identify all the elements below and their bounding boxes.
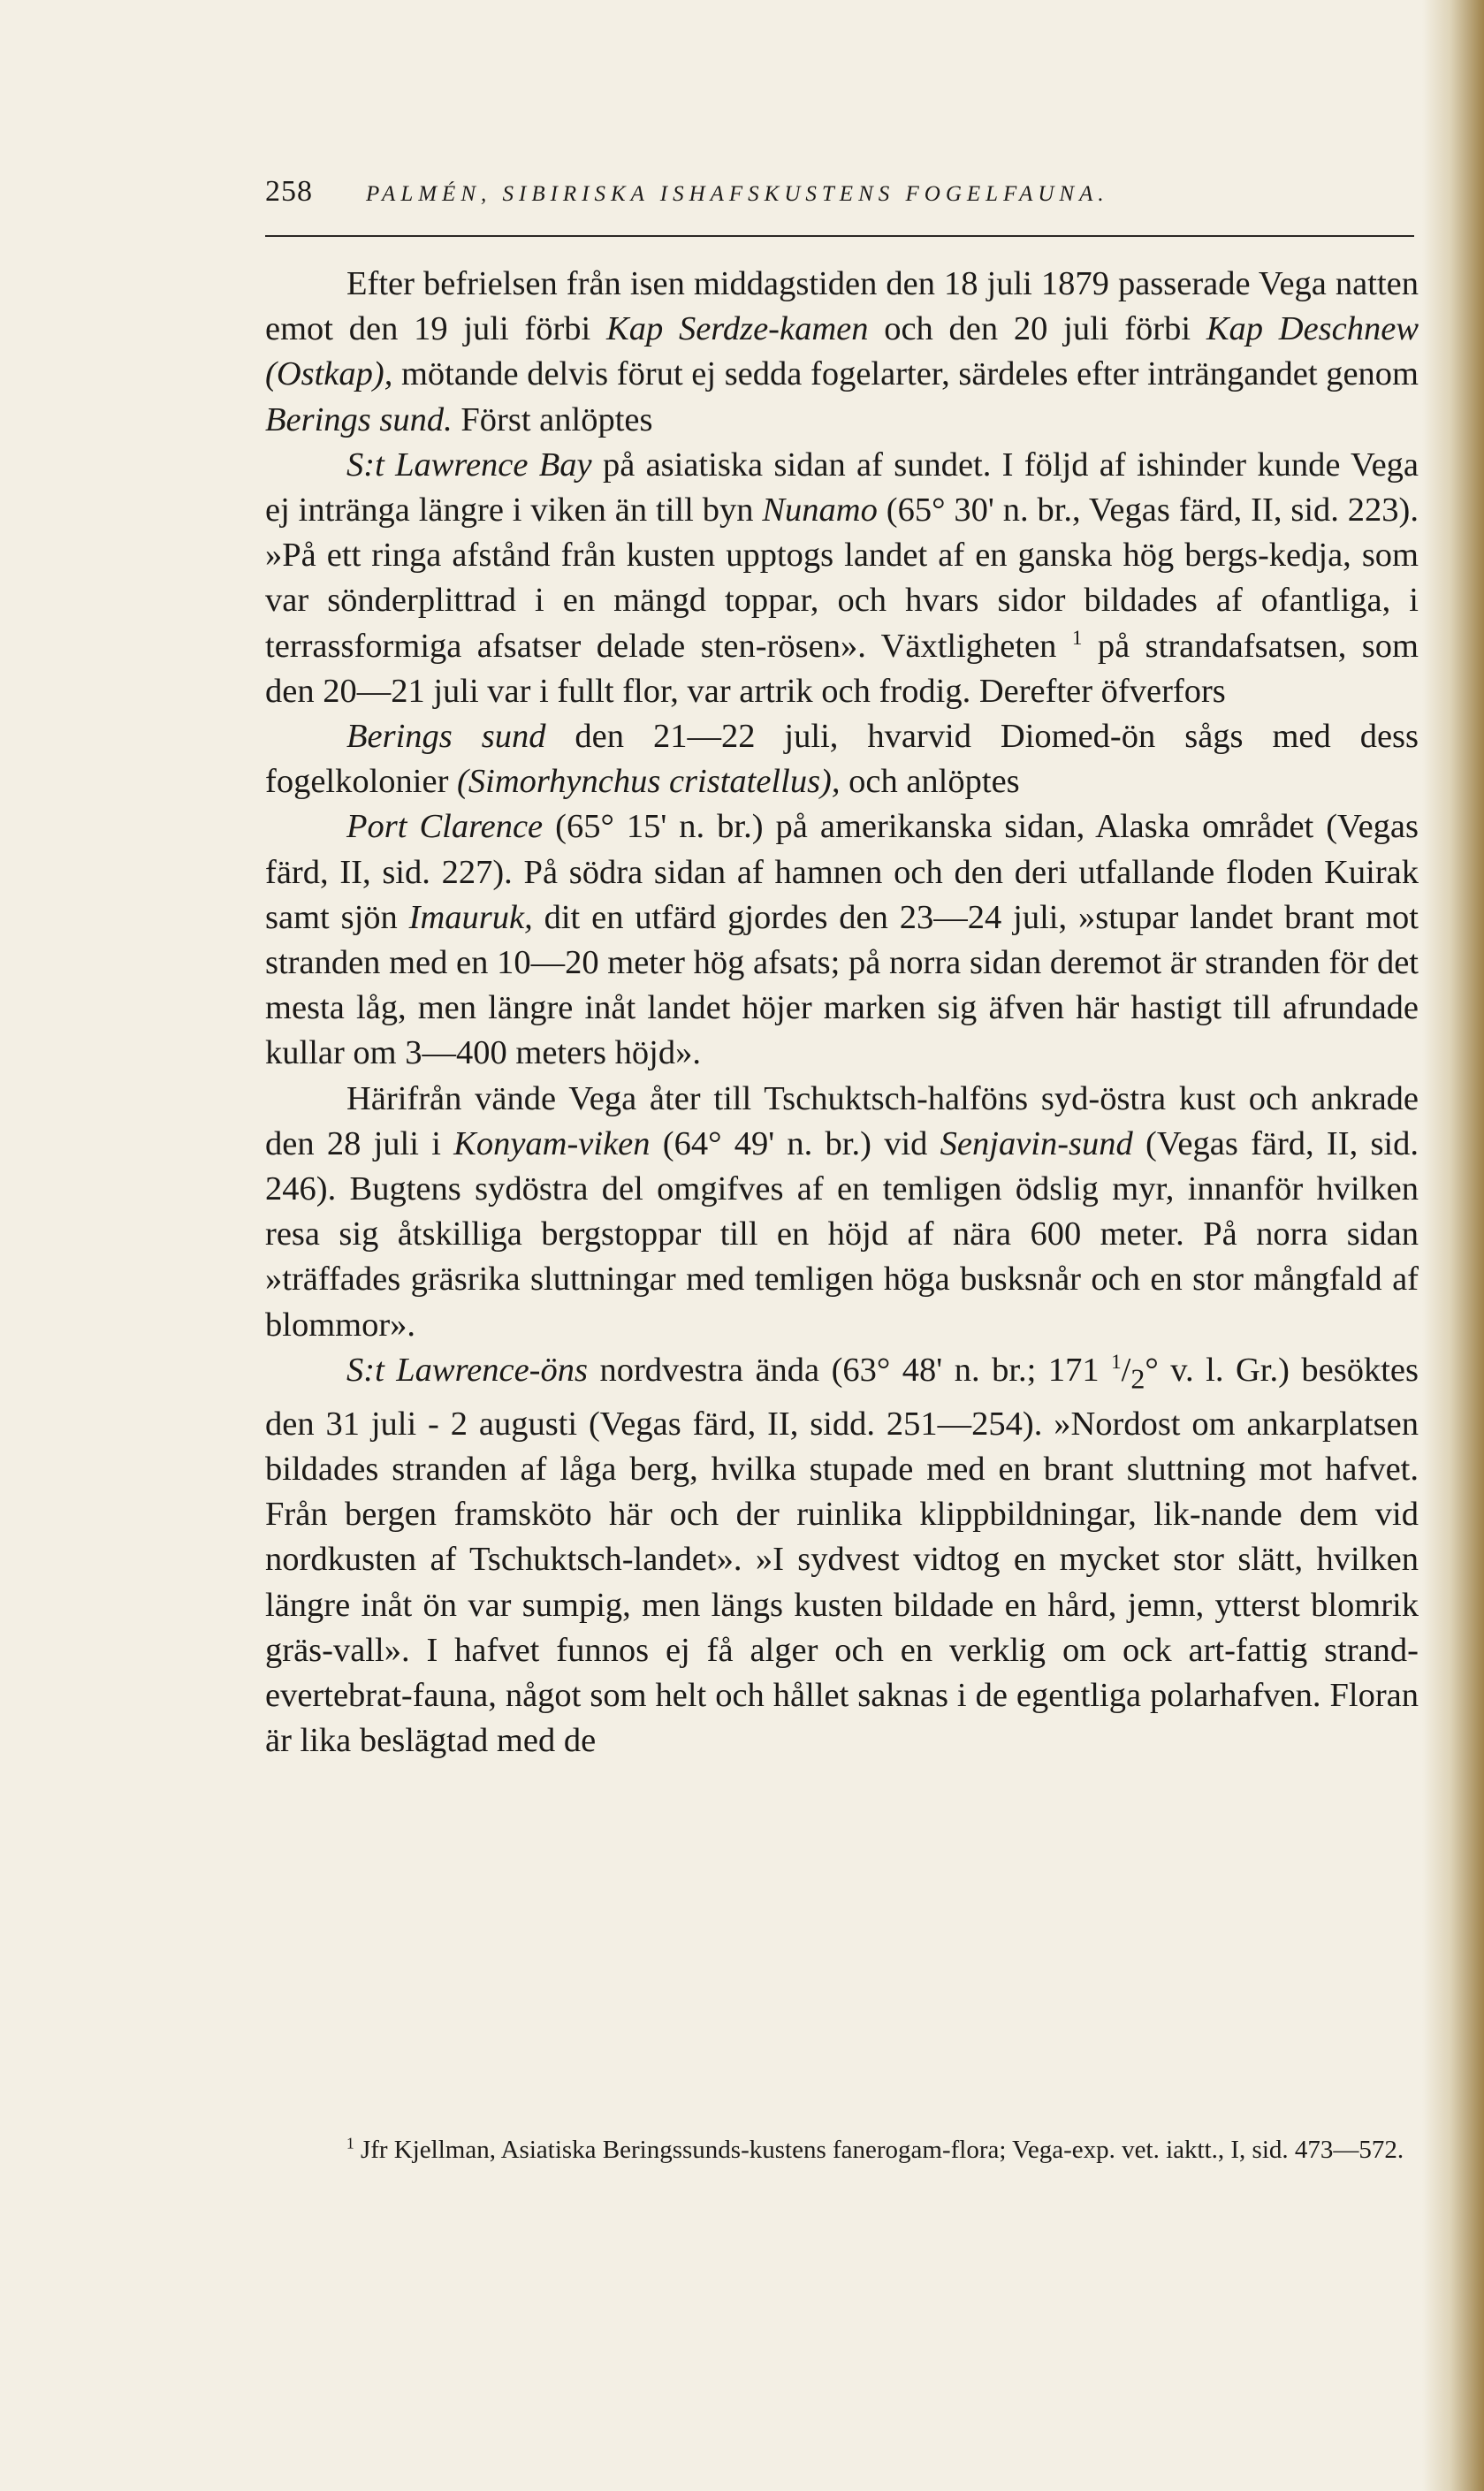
text-run: och den 20 juli förbi xyxy=(868,310,1206,348)
text-run: nordvestra ända (63° 48' n. br.; 171 xyxy=(587,1351,1112,1389)
superscript: 1 xyxy=(346,2134,354,2152)
text-run: Först anlöptes xyxy=(452,400,653,438)
italic-text-run: Nunamo xyxy=(762,491,878,529)
italic-text-run: Kap Serdze-kamen xyxy=(606,310,869,348)
text-run: (65° 30' n. br., Vegas färd, II, sid. 223). »På ett ringa afstånd från kusten upptogs landet af en ganska hög bergs-kedja, som var sönderplittrad i en mängd toppar, och hvars sidor bildades af ofantliga, i terrassformiga afsatser delade sten-rösen». Växtligheten xyxy=(265,491,1419,665)
body-text xyxy=(265,262,1419,1764)
italic-text-run: Imauruk, xyxy=(408,898,533,936)
text-run: Jfr Kjellman, Asiatiska Beringssunds-kustens fanerogam-flora; Vega-exp. vet. iaktt., I, sid. 473—572. xyxy=(354,2136,1404,2164)
text-run: Efter befrielsen från isen middagstiden den 18 juli 1879 passerade Vega natten emot den 19 juli förbi xyxy=(265,265,1419,348)
header-rule xyxy=(265,235,1414,237)
italic-text-run: Port Clarence xyxy=(346,808,544,846)
italic-text-run: (Simorhynchus cristatellus), xyxy=(457,763,841,801)
italic-text-run: S:t Lawrence-öns xyxy=(346,1351,588,1389)
page-number: 258 xyxy=(265,175,313,208)
superscript: 1 xyxy=(1111,1350,1122,1374)
italic-text-run: Berings sund xyxy=(346,718,546,756)
text-run: och anlöptes xyxy=(840,763,1020,801)
paragraph xyxy=(265,262,1419,443)
text-run: på asiatiska sidan af sundet. I följd af ishinder kunde Vega ej intränga längre i viken än till byn xyxy=(265,446,1419,529)
text-run: (65° 15' n. br.) på amerikanska sidan, Alaska området (Vegas färd, II, sid. 227). På södra sidan af hamnen och den deri utfallande floden Kuirak samt sjön xyxy=(265,808,1419,936)
italic-text-run: Kap Deschnew (Ostkap), xyxy=(265,310,1419,393)
running-head xyxy=(265,175,1423,219)
text-run: (64° 49' n. br.) vid xyxy=(650,1124,940,1162)
paragraph xyxy=(265,1348,1419,1764)
paragraph xyxy=(265,804,1419,1076)
text-run: mötande delvis förut ej sedda fogelarter, särdeles efter inträngandet genom xyxy=(392,355,1419,393)
italic-text-run: Senjavin-sund xyxy=(940,1124,1133,1162)
text-run: på strandafsatsen, som den 20—21 juli var i fullt flor, var artrik och frodig. Derefter öfverfors xyxy=(265,627,1419,710)
paragraph xyxy=(265,1077,1419,1348)
running-title: PALMÉN, SIBIRISKA ISHAFSKUSTENS FOGELFAUNA. xyxy=(366,182,1109,206)
subscript: 2 xyxy=(1130,1362,1145,1395)
paragraph xyxy=(265,443,1419,714)
italic-text-run: Berings sund. xyxy=(265,400,453,438)
page-edge-shadow xyxy=(1422,0,1484,2491)
italic-text-run: S:t Lawrence Bay xyxy=(346,446,592,484)
text-run: den 21—22 juli, hvarvid Diomed-ön sågs med dess fogelkolonier xyxy=(265,718,1419,801)
text-run: (Vegas färd, II, sid. 246). Bugtens sydöstra del omgifves af en temligen ödslig myr, innanför hvilken resa sig åtskilliga bergstoppar till en höjd af nära 600 meter. På norra sidan »träffades gräsrika sluttningar med temligen höga busksnår och en stor mångfald af blommor». xyxy=(265,1124,1419,1344)
text-run: dit en utfärd gjordes den 23—24 juli, »stupar landet brant mot stranden med en 10—20 meter hög afsats; på norra sidan deremot är stranden för det mesta låg, men längre inåt landet höjer marken sig äfven här hastigt till afrundade kullar om 3—400 meters höjd». xyxy=(265,898,1419,1072)
paragraph xyxy=(265,714,1419,804)
footnote xyxy=(265,2130,1419,2169)
text-run: ° v. l. Gr.) besöktes den 31 juli - 2 augusti (Vegas färd, II, sidd. 251—254). »Nordost om ankarplatsen bildades stranden af låga berg, hvilka stupade med en brant sluttning mot hafvet. Från bergen framsköto här och der ruinlika klippbildningar, lik-nande dem vid nordkusten af Tschuktsch-landet». »I sydvest vidtog en mycket stor slätt, hvilken längre inåt ön var sumpig, men längs kusten bildade en hård, jemn, ytterst blomrik gräs-vall». I hafvet funnos ej få alger och en verklig om ock art-fattig strand-evertebrat-fauna, något som helt och hållet saknas i de egentliga polarhafven. Floran är lika beslägtad med de xyxy=(265,1351,1419,1760)
text-run: Härifrån vände Vega åter till Tschuktsch-halföns syd-östra kust och ankrade den 28 juli i xyxy=(265,1079,1419,1162)
italic-text-run: Konyam-viken xyxy=(453,1124,651,1162)
footnote-text xyxy=(265,2130,1419,2169)
superscript: 1 xyxy=(1071,625,1083,649)
text-run: / xyxy=(1121,1351,1131,1389)
